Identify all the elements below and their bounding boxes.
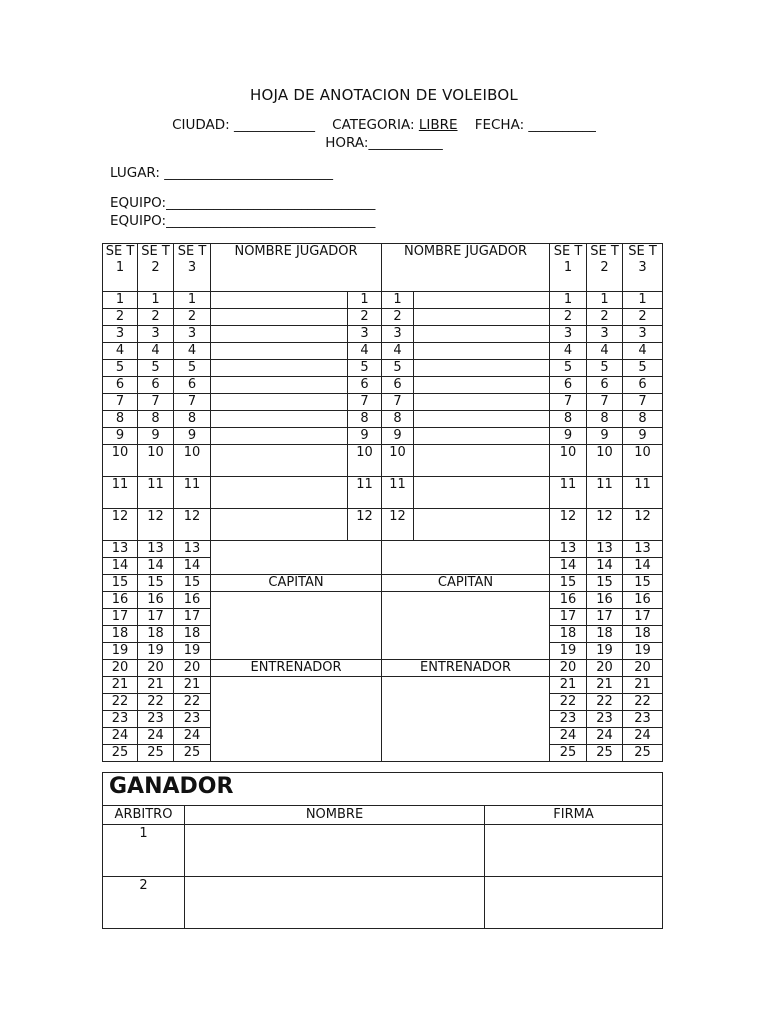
- point-cell[interactable]: 22: [174, 694, 211, 711]
- entrenador-label: ENTRENADOR: [211, 660, 382, 677]
- point-cell[interactable]: 13: [550, 541, 587, 558]
- point-cell[interactable]: 7: [587, 394, 623, 411]
- player-number: 10: [382, 445, 414, 477]
- point-cell[interactable]: 7: [623, 394, 663, 411]
- player-name-cell[interactable]: [211, 343, 348, 360]
- player-number: 3: [382, 326, 414, 343]
- point-cell[interactable]: 10: [550, 445, 587, 477]
- player-number: 12: [382, 509, 414, 541]
- point-cell[interactable]: 4: [550, 343, 587, 360]
- entrenador-name-cell[interactable]: [382, 677, 550, 762]
- point-cell[interactable]: 17: [103, 609, 138, 626]
- point-cell[interactable]: 9: [623, 428, 663, 445]
- player-number: 5: [348, 360, 382, 377]
- point-cell[interactable]: 24: [138, 728, 174, 745]
- table-row: [103, 575, 663, 592]
- point-cell[interactable]: 15: [138, 575, 174, 592]
- point-cell[interactable]: 22: [138, 694, 174, 711]
- point-cell[interactable]: 11: [174, 477, 211, 509]
- point-cell[interactable]: 14: [587, 558, 623, 575]
- point-cell[interactable]: 12: [587, 509, 623, 541]
- point-cell[interactable]: 16: [623, 592, 663, 609]
- point-cell[interactable]: 16: [174, 592, 211, 609]
- firma-header: FIRMA: [485, 806, 663, 825]
- point-cell[interactable]: 10: [103, 445, 138, 477]
- point-cell[interactable]: 2: [103, 309, 138, 326]
- point-cell[interactable]: 6: [138, 377, 174, 394]
- point-cell[interactable]: 20: [174, 660, 211, 677]
- arbitro-firma-cell[interactable]: [485, 877, 663, 929]
- arbitro-number: 1: [103, 825, 185, 877]
- blank-cell[interactable]: [382, 541, 550, 575]
- point-cell[interactable]: 9: [587, 428, 623, 445]
- point-cell[interactable]: 13: [623, 541, 663, 558]
- point-cell[interactable]: 21: [103, 677, 138, 694]
- point-cell[interactable]: 17: [550, 609, 587, 626]
- point-cell[interactable]: 23: [623, 711, 663, 728]
- player-number: 1: [382, 292, 414, 309]
- point-cell[interactable]: 22: [550, 694, 587, 711]
- point-cell[interactable]: 17: [138, 609, 174, 626]
- point-cell[interactable]: 19: [623, 643, 663, 660]
- point-cell[interactable]: 3: [174, 326, 211, 343]
- point-cell[interactable]: 8: [587, 411, 623, 428]
- point-cell[interactable]: 4: [623, 343, 663, 360]
- point-cell[interactable]: 9: [550, 428, 587, 445]
- point-cell[interactable]: 11: [550, 477, 587, 509]
- point-cell[interactable]: 11: [103, 477, 138, 509]
- winner-table: [102, 772, 663, 929]
- player-number: 12: [348, 509, 382, 541]
- player-name-cell[interactable]: [211, 377, 348, 394]
- point-cell[interactable]: 7: [138, 394, 174, 411]
- point-cell[interactable]: 1: [103, 292, 138, 309]
- point-cell[interactable]: 23: [587, 711, 623, 728]
- nombre-header: NOMBRE: [185, 806, 485, 825]
- point-cell[interactable]: 16: [103, 592, 138, 609]
- point-cell[interactable]: 12: [138, 509, 174, 541]
- point-cell[interactable]: 22: [103, 694, 138, 711]
- table-row: [103, 377, 663, 394]
- player-number: 8: [382, 411, 414, 428]
- table-row: [103, 677, 663, 694]
- point-cell[interactable]: 18: [550, 626, 587, 643]
- set-header: SE T 2: [138, 244, 174, 292]
- point-cell[interactable]: 5: [103, 360, 138, 377]
- set-header: SE T 2: [587, 244, 623, 292]
- player-number: 4: [348, 343, 382, 360]
- point-cell[interactable]: 20: [587, 660, 623, 677]
- player-name-cell[interactable]: [211, 360, 348, 377]
- nombre-jugador-header: NOMBRE JUGADOR: [211, 244, 382, 292]
- point-cell[interactable]: 21: [587, 677, 623, 694]
- player-name-cell[interactable]: [211, 509, 348, 541]
- point-cell[interactable]: 2: [138, 309, 174, 326]
- ciudad-field[interactable]: CIUDAD: ____________: [172, 117, 315, 133]
- point-cell[interactable]: 17: [623, 609, 663, 626]
- point-cell[interactable]: 12: [623, 509, 663, 541]
- score-table: [102, 243, 663, 762]
- player-number: 1: [348, 292, 382, 309]
- point-cell[interactable]: 25: [138, 745, 174, 762]
- nombre-jugador-header: NOMBRE JUGADOR: [382, 244, 550, 292]
- point-cell[interactable]: 14: [138, 558, 174, 575]
- point-cell[interactable]: 3: [623, 326, 663, 343]
- point-cell[interactable]: 6: [103, 377, 138, 394]
- point-cell[interactable]: 25: [550, 745, 587, 762]
- point-cell[interactable]: 13: [138, 541, 174, 558]
- point-cell[interactable]: 16: [138, 592, 174, 609]
- point-cell[interactable]: 9: [103, 428, 138, 445]
- point-cell[interactable]: 12: [103, 509, 138, 541]
- table-row: [103, 292, 663, 309]
- player-name-cell[interactable]: [414, 411, 550, 428]
- player-number: 6: [348, 377, 382, 394]
- point-cell[interactable]: 20: [103, 660, 138, 677]
- player-number: 11: [382, 477, 414, 509]
- point-cell[interactable]: 1: [587, 292, 623, 309]
- point-cell[interactable]: 19: [550, 643, 587, 660]
- player-number: 5: [382, 360, 414, 377]
- point-cell[interactable]: 25: [587, 745, 623, 762]
- point-cell[interactable]: 18: [103, 626, 138, 643]
- player-number: 3: [348, 326, 382, 343]
- point-cell[interactable]: 10: [587, 445, 623, 477]
- point-cell[interactable]: 10: [174, 445, 211, 477]
- player-number: 7: [348, 394, 382, 411]
- table-row: [103, 428, 663, 445]
- point-cell[interactable]: 15: [623, 575, 663, 592]
- arbitro-number: 2: [103, 877, 185, 929]
- table-row: [103, 660, 663, 677]
- point-cell[interactable]: 1: [550, 292, 587, 309]
- categoria-label: CATEGORIA:: [332, 117, 415, 133]
- point-cell[interactable]: 13: [174, 541, 211, 558]
- point-cell[interactable]: 21: [550, 677, 587, 694]
- point-cell[interactable]: 3: [138, 326, 174, 343]
- point-cell[interactable]: 4: [174, 343, 211, 360]
- player-name-cell[interactable]: [414, 292, 550, 309]
- point-cell[interactable]: 7: [103, 394, 138, 411]
- point-cell[interactable]: 18: [138, 626, 174, 643]
- point-cell[interactable]: 3: [587, 326, 623, 343]
- point-cell[interactable]: 5: [623, 360, 663, 377]
- blank-cell[interactable]: [211, 541, 382, 575]
- entrenador-name-cell[interactable]: [211, 677, 382, 762]
- player-number: 2: [348, 309, 382, 326]
- point-cell[interactable]: 15: [174, 575, 211, 592]
- point-cell[interactable]: 4: [103, 343, 138, 360]
- point-cell[interactable]: 13: [587, 541, 623, 558]
- point-cell[interactable]: 11: [587, 477, 623, 509]
- point-cell[interactable]: 6: [623, 377, 663, 394]
- table-row: [103, 592, 663, 609]
- point-cell[interactable]: 5: [174, 360, 211, 377]
- point-cell[interactable]: 20: [138, 660, 174, 677]
- point-cell[interactable]: 24: [103, 728, 138, 745]
- player-name-cell[interactable]: [414, 509, 550, 541]
- point-cell[interactable]: 25: [174, 745, 211, 762]
- equipo-field-1[interactable]: EQUIPO:_______________________________: [110, 195, 376, 211]
- point-cell[interactable]: 11: [138, 477, 174, 509]
- point-cell[interactable]: 24: [174, 728, 211, 745]
- point-cell[interactable]: 21: [623, 677, 663, 694]
- point-cell[interactable]: 5: [550, 360, 587, 377]
- point-cell[interactable]: 19: [138, 643, 174, 660]
- hora-field[interactable]: HORA:___________: [325, 135, 443, 151]
- point-cell[interactable]: 20: [550, 660, 587, 677]
- point-cell[interactable]: 24: [587, 728, 623, 745]
- point-cell[interactable]: 1: [138, 292, 174, 309]
- set-header: SE T 1: [103, 244, 138, 292]
- player-name-cell[interactable]: [414, 343, 550, 360]
- set-header: SE T 3: [174, 244, 211, 292]
- point-cell[interactable]: 25: [623, 745, 663, 762]
- point-cell[interactable]: 18: [623, 626, 663, 643]
- point-cell[interactable]: 2: [623, 309, 663, 326]
- capitan-label: CAPITAN: [211, 575, 382, 592]
- point-cell[interactable]: 12: [550, 509, 587, 541]
- table-row: [103, 445, 663, 477]
- table-row: [103, 477, 663, 509]
- table-row: [103, 343, 663, 360]
- point-cell[interactable]: 2: [587, 309, 623, 326]
- player-name-cell[interactable]: [414, 360, 550, 377]
- point-cell[interactable]: 10: [623, 445, 663, 477]
- point-cell[interactable]: 17: [174, 609, 211, 626]
- point-cell[interactable]: 14: [174, 558, 211, 575]
- point-cell[interactable]: 5: [587, 360, 623, 377]
- point-cell[interactable]: 9: [138, 428, 174, 445]
- point-cell[interactable]: 16: [587, 592, 623, 609]
- entrenador-label: ENTRENADOR: [382, 660, 550, 677]
- page-title: HOJA DE ANOTACION DE VOLEIBOL: [250, 86, 518, 104]
- point-cell[interactable]: 14: [550, 558, 587, 575]
- set-header: SE T 3: [623, 244, 663, 292]
- point-cell[interactable]: 5: [138, 360, 174, 377]
- point-cell[interactable]: 19: [587, 643, 623, 660]
- capitan-label: CAPITAN: [382, 575, 550, 592]
- point-cell[interactable]: 15: [587, 575, 623, 592]
- player-name-cell[interactable]: [211, 477, 348, 509]
- point-cell[interactable]: 3: [103, 326, 138, 343]
- point-cell[interactable]: 23: [550, 711, 587, 728]
- point-cell[interactable]: 6: [587, 377, 623, 394]
- point-cell[interactable]: 6: [550, 377, 587, 394]
- point-cell[interactable]: 17: [587, 609, 623, 626]
- point-cell[interactable]: 18: [174, 626, 211, 643]
- player-name-cell[interactable]: [211, 445, 348, 477]
- point-cell[interactable]: 14: [623, 558, 663, 575]
- player-name-cell[interactable]: [414, 326, 550, 343]
- player-number: 8: [348, 411, 382, 428]
- equipo-field-2[interactable]: EQUIPO:_______________________________: [110, 213, 376, 229]
- table-row: [103, 309, 663, 326]
- point-cell[interactable]: 21: [174, 677, 211, 694]
- player-name-cell[interactable]: [211, 411, 348, 428]
- winner-title: GANADOR: [103, 773, 663, 806]
- table-row: [103, 411, 663, 428]
- player-number: 9: [348, 428, 382, 445]
- point-cell[interactable]: 13: [103, 541, 138, 558]
- set-header: SE T 1: [550, 244, 587, 292]
- point-cell[interactable]: 23: [138, 711, 174, 728]
- player-number: 6: [382, 377, 414, 394]
- table-row: [103, 360, 663, 377]
- point-cell[interactable]: 15: [103, 575, 138, 592]
- table-row: [103, 509, 663, 541]
- table-row: [103, 541, 663, 558]
- point-cell[interactable]: 25: [103, 745, 138, 762]
- point-cell[interactable]: 23: [174, 711, 211, 728]
- point-cell[interactable]: 2: [174, 309, 211, 326]
- arbitro-header: ARBITRO: [103, 806, 185, 825]
- player-name-cell[interactable]: [211, 326, 348, 343]
- point-cell[interactable]: 23: [103, 711, 138, 728]
- point-cell[interactable]: 4: [587, 343, 623, 360]
- arbitro-nombre-cell[interactable]: [185, 825, 485, 877]
- point-cell[interactable]: 24: [550, 728, 587, 745]
- point-cell[interactable]: 8: [623, 411, 663, 428]
- point-cell[interactable]: 16: [550, 592, 587, 609]
- point-cell[interactable]: 11: [623, 477, 663, 509]
- player-number: 10: [348, 445, 382, 477]
- point-cell[interactable]: 24: [623, 728, 663, 745]
- point-cell[interactable]: 7: [174, 394, 211, 411]
- point-cell[interactable]: 8: [550, 411, 587, 428]
- lugar-field[interactable]: LUGAR: _________________________: [110, 165, 333, 181]
- point-cell[interactable]: 6: [174, 377, 211, 394]
- player-name-cell[interactable]: [414, 394, 550, 411]
- capitan-name-cell[interactable]: [211, 592, 382, 660]
- player-number: 9: [382, 428, 414, 445]
- point-cell[interactable]: 22: [587, 694, 623, 711]
- player-name-cell[interactable]: [414, 445, 550, 477]
- point-cell[interactable]: 1: [174, 292, 211, 309]
- arbitro-nombre-cell[interactable]: [185, 877, 485, 929]
- player-number: 11: [348, 477, 382, 509]
- point-cell[interactable]: 8: [174, 411, 211, 428]
- point-cell[interactable]: 8: [103, 411, 138, 428]
- player-number: 2: [382, 309, 414, 326]
- point-cell[interactable]: 10: [138, 445, 174, 477]
- point-cell[interactable]: 18: [587, 626, 623, 643]
- fecha-field[interactable]: FECHA: __________: [474, 117, 596, 133]
- capitan-name-cell[interactable]: [382, 592, 550, 660]
- point-cell[interactable]: 15: [550, 575, 587, 592]
- table-row: [103, 326, 663, 343]
- player-name-cell[interactable]: [211, 428, 348, 445]
- player-name-cell[interactable]: [211, 292, 348, 309]
- arbitro-firma-cell[interactable]: [485, 825, 663, 877]
- point-cell[interactable]: 14: [103, 558, 138, 575]
- player-number: 7: [382, 394, 414, 411]
- point-cell[interactable]: 22: [623, 694, 663, 711]
- point-cell[interactable]: 3: [550, 326, 587, 343]
- player-name-cell[interactable]: [414, 428, 550, 445]
- point-cell[interactable]: 19: [174, 643, 211, 660]
- point-cell[interactable]: 8: [138, 411, 174, 428]
- point-cell[interactable]: 12: [174, 509, 211, 541]
- ciudad-categoria-fecha-line: [0, 117, 768, 133]
- player-name-cell[interactable]: [414, 309, 550, 326]
- point-cell[interactable]: 20: [623, 660, 663, 677]
- point-cell[interactable]: 1: [623, 292, 663, 309]
- player-number: 4: [382, 343, 414, 360]
- point-cell[interactable]: 7: [550, 394, 587, 411]
- point-cell[interactable]: 21: [138, 677, 174, 694]
- point-cell[interactable]: 9: [174, 428, 211, 445]
- point-cell[interactable]: 19: [103, 643, 138, 660]
- categoria-value: LIBRE: [418, 117, 458, 133]
- player-name-cell[interactable]: [211, 394, 348, 411]
- point-cell[interactable]: 4: [138, 343, 174, 360]
- player-name-cell[interactable]: [414, 377, 550, 394]
- point-cell[interactable]: 2: [550, 309, 587, 326]
- player-name-cell[interactable]: [414, 477, 550, 509]
- table-row: [103, 394, 663, 411]
- player-name-cell[interactable]: [211, 309, 348, 326]
